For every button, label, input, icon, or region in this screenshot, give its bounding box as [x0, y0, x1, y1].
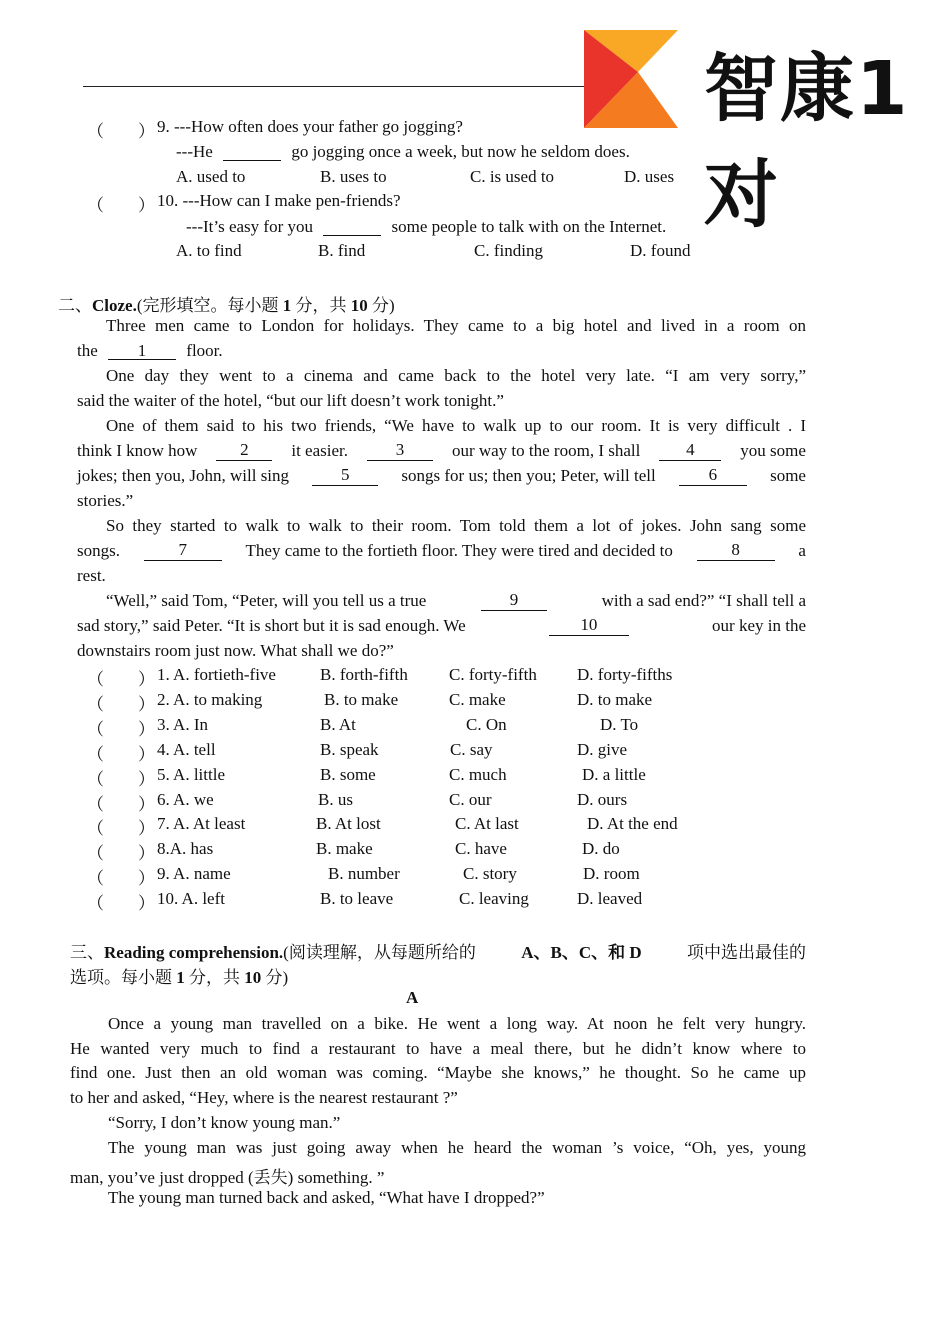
cloze-blank[interactable]: 10 — [549, 616, 629, 636]
question-text: 10. ---How can I make pen-friends? — [157, 191, 401, 210]
option-b[interactable]: B. uses to — [320, 167, 387, 186]
option-a[interactable]: A. to find — [176, 241, 242, 260]
option-c[interactable]: C. much — [449, 764, 507, 784]
answer-paren[interactable]: （ ） — [87, 196, 155, 215]
section-desc: (阅读理解，从每题所给的 — [283, 943, 476, 962]
cloze-blank[interactable]: 7 — [144, 541, 222, 561]
score-per-item: 1 — [282, 296, 292, 315]
option-b[interactable]: B. us — [318, 789, 353, 809]
option-a[interactable]: 4. A. tell — [157, 739, 216, 759]
logo-mark-icon — [580, 28, 690, 130]
option-a[interactable]: 3. A. In — [157, 714, 208, 734]
option-b[interactable]: B. some — [320, 764, 376, 784]
answer-paren[interactable]: （ ） — [87, 744, 155, 764]
option-a[interactable]: 5. A. little — [157, 764, 225, 784]
cloze-blank[interactable]: 5 — [312, 466, 378, 486]
option-c[interactable]: C. make — [449, 689, 506, 709]
passage-line: “Sorry, I don’t know young man.” — [108, 1113, 341, 1132]
section-desc: 选项。每小题 — [70, 968, 172, 987]
option-d[interactable]: D. forty-fifths — [577, 665, 673, 684]
cloze-text: it easier. — [291, 441, 349, 460]
option-a[interactable]: 6. A. we — [157, 789, 214, 809]
cloze-text: songs. — [77, 541, 120, 560]
option-a[interactable]: 8.A. has — [157, 839, 214, 859]
option-c[interactable]: C. is used to — [470, 167, 555, 186]
option-d[interactable]: D. do — [582, 839, 620, 859]
cloze-text: our key in the — [712, 616, 806, 635]
section-desc: 项中选出最佳的 — [687, 943, 806, 962]
answer-blank[interactable] — [323, 218, 381, 236]
option-d[interactable]: D. room — [583, 864, 640, 884]
cloze-line — [77, 466, 806, 486]
cloze-text: the — [77, 341, 98, 360]
option-b[interactable]: B. At lost — [316, 814, 381, 834]
passage-line: man, you’ve just dropped (丢失) something. ” — [70, 1168, 385, 1187]
cloze-text: a — [798, 541, 806, 560]
option-d[interactable]: D. To — [600, 714, 639, 734]
option-c[interactable]: C. forty-fifth — [449, 665, 537, 684]
cloze-text: you some — [740, 441, 806, 460]
passage-line: Once a young man travelled on a bike. He went a long way. At noon he felt very hungry. — [108, 1014, 806, 1033]
cloze-line: downstairs room just now. What shall we do?” — [77, 641, 394, 660]
cloze-line — [77, 341, 223, 361]
answer-paren[interactable]: （ ） — [87, 694, 155, 714]
section-heading-cloze — [58, 291, 395, 316]
answer-paren[interactable]: （ ） — [87, 769, 155, 789]
option-d[interactable]: D. to make — [577, 689, 653, 709]
cloze-text: some — [770, 466, 806, 485]
cloze-text: think I know how — [77, 441, 198, 460]
option-b[interactable]: B. make — [316, 839, 373, 859]
cloze-text: floor. — [186, 341, 223, 360]
section-desc: 分，共 — [189, 968, 240, 987]
option-b[interactable]: B. speak — [320, 739, 379, 759]
cloze-blank[interactable]: 8 — [697, 541, 775, 561]
cloze-line — [77, 616, 806, 636]
option-d[interactable]: D. leaved — [577, 889, 643, 909]
option-c[interactable]: C. At last — [455, 814, 519, 834]
question-text: go jogging once a week, but now he seldom does. — [291, 142, 630, 161]
section-desc: (完形填空。每小题 — [136, 296, 279, 315]
option-b[interactable]: B. number — [328, 864, 400, 884]
cloze-line: said the waiter of the hotel, “but our lift doesn’t work tonight.” — [77, 391, 504, 410]
section-number: 三、 — [70, 943, 104, 962]
option-c[interactable]: C. story — [463, 864, 517, 884]
passage-line: He wanted very much to find a restaurant to have a meal there, but he didn’t know where to — [70, 1039, 806, 1058]
cloze-blank[interactable]: 9 — [481, 591, 547, 611]
answer-blank[interactable] — [223, 143, 281, 161]
option-b[interactable]: B. At — [320, 714, 356, 734]
option-a[interactable]: 2. A. to making — [157, 689, 263, 709]
option-d[interactable]: D. At the end — [587, 814, 678, 834]
cloze-text: They came to the fortieth floor. They were tired and decided to — [245, 541, 673, 560]
cloze-line: stories.” — [77, 491, 134, 510]
section-number: 二、 — [58, 296, 92, 315]
cloze-blank[interactable]: 1 — [108, 342, 176, 360]
cloze-line: Three men came to London for holidays. They came to a big hotel and lived in a room on — [106, 316, 806, 335]
cloze-text: sad story,” said Peter. “It is short but it is sad enough. We — [77, 616, 466, 635]
option-a[interactable]: 9. A. name — [157, 864, 231, 884]
answer-paren[interactable]: （ ） — [87, 869, 155, 889]
option-c[interactable]: C. have — [455, 839, 507, 859]
answer-paren[interactable]: （ ） — [87, 819, 155, 839]
option-c[interactable]: C. leaving — [459, 889, 529, 909]
section-desc: 分) — [372, 296, 395, 315]
option-c[interactable]: C. our — [449, 789, 492, 809]
passage-line: find one. Just then an old woman was coming. “Maybe she knows,” he thought. So he came up — [70, 1063, 806, 1082]
cloze-blank[interactable]: 2 — [216, 441, 272, 461]
passage-line: The young man was just going away when he heard the woman ’s voice, “Oh, yes, young — [108, 1138, 806, 1157]
question-text: ---He — [176, 142, 213, 161]
option-c[interactable]: C. say — [450, 739, 493, 759]
section-title: Cloze. — [92, 296, 137, 315]
passage-title: A — [406, 988, 419, 1007]
question-text: ---It’s easy for you — [186, 217, 313, 236]
question-line — [186, 217, 666, 237]
cloze-blank[interactable]: 3 — [367, 441, 433, 461]
cloze-line — [106, 591, 806, 611]
answer-paren[interactable]: （ ） — [87, 894, 155, 914]
cloze-line — [77, 541, 806, 561]
cloze-text: “Well,” said Tom, “Peter, will you tell us a true — [106, 591, 427, 610]
question-text: some people to talk with on the Internet. — [391, 217, 667, 236]
cloze-line: One day they went to a cinema and came back to the hotel very late. “I am very sorry,” — [106, 366, 806, 385]
cloze-blank[interactable]: 4 — [659, 441, 721, 461]
section-title: Reading comprehension. — [104, 943, 284, 962]
cloze-text: our way to the room, I shall — [451, 441, 641, 460]
score-total: 10 — [350, 296, 368, 315]
cloze-text: with a sad end?” “I shall tell a — [601, 591, 806, 610]
cloze-blank[interactable]: 6 — [679, 466, 747, 486]
answer-paren[interactable]: （ ） — [87, 670, 155, 689]
option-a[interactable]: 7. A. At least — [157, 814, 246, 834]
option-c[interactable]: C. On — [466, 714, 507, 734]
option-a[interactable]: 1. A. fortieth-five — [157, 665, 276, 684]
option-a[interactable]: 10. A. left — [157, 889, 225, 909]
question-text: 9. ---How often does your father go jogging? — [157, 117, 463, 136]
answer-paren[interactable]: （ ） — [87, 719, 155, 739]
cloze-line: So they started to walk to walk to their room. Tom told them a lot of jokes. John sang some — [106, 516, 806, 535]
logo-text: 智康1对 — [704, 46, 910, 238]
cloze-text: jokes; then you, John, will sing — [77, 466, 290, 485]
section-desc: 分) — [265, 968, 289, 987]
option-b[interactable]: B. to leave — [320, 889, 394, 909]
option-b[interactable]: B. find — [318, 241, 366, 260]
section-heading-reading — [70, 938, 806, 963]
header-rule — [83, 86, 593, 87]
section-desc: 分，共 — [295, 296, 347, 315]
cloze-text: songs for us; then you; Peter, will tell — [401, 466, 656, 485]
option-c[interactable]: C. finding — [474, 241, 543, 260]
score-total: 10 — [244, 968, 262, 987]
option-d[interactable]: D. uses — [624, 167, 675, 186]
passage-line: The young man turned back and asked, “What have I dropped?” — [108, 1188, 545, 1207]
option-d[interactable]: D. ours — [577, 789, 628, 809]
option-d[interactable]: D. a little — [582, 764, 646, 784]
answer-paren[interactable]: （ ） — [87, 122, 155, 141]
option-b[interactable]: B. to make — [324, 689, 399, 709]
section-desc: A、B、C、和 D — [521, 943, 642, 962]
option-a[interactable]: A. used to — [176, 167, 246, 186]
option-d[interactable]: D. give — [577, 739, 628, 759]
score-per-item: 1 — [176, 968, 185, 987]
cloze-line: rest. — [77, 566, 106, 585]
option-b[interactable]: B. forth-fifth — [320, 665, 408, 684]
cloze-line: One of them said to his two friends, “We have to walk up to our room. It is very difficult . I — [106, 416, 806, 435]
passage-line: to her and asked, “Hey, where is the nearest restaurant ?” — [70, 1088, 458, 1107]
section-heading-reading-line2 — [70, 963, 288, 988]
cloze-line — [77, 441, 806, 461]
option-d[interactable]: D. found — [630, 241, 691, 260]
question-line — [176, 142, 630, 162]
answer-paren[interactable]: （ ） — [87, 844, 155, 864]
answer-paren[interactable]: （ ） — [87, 794, 155, 814]
